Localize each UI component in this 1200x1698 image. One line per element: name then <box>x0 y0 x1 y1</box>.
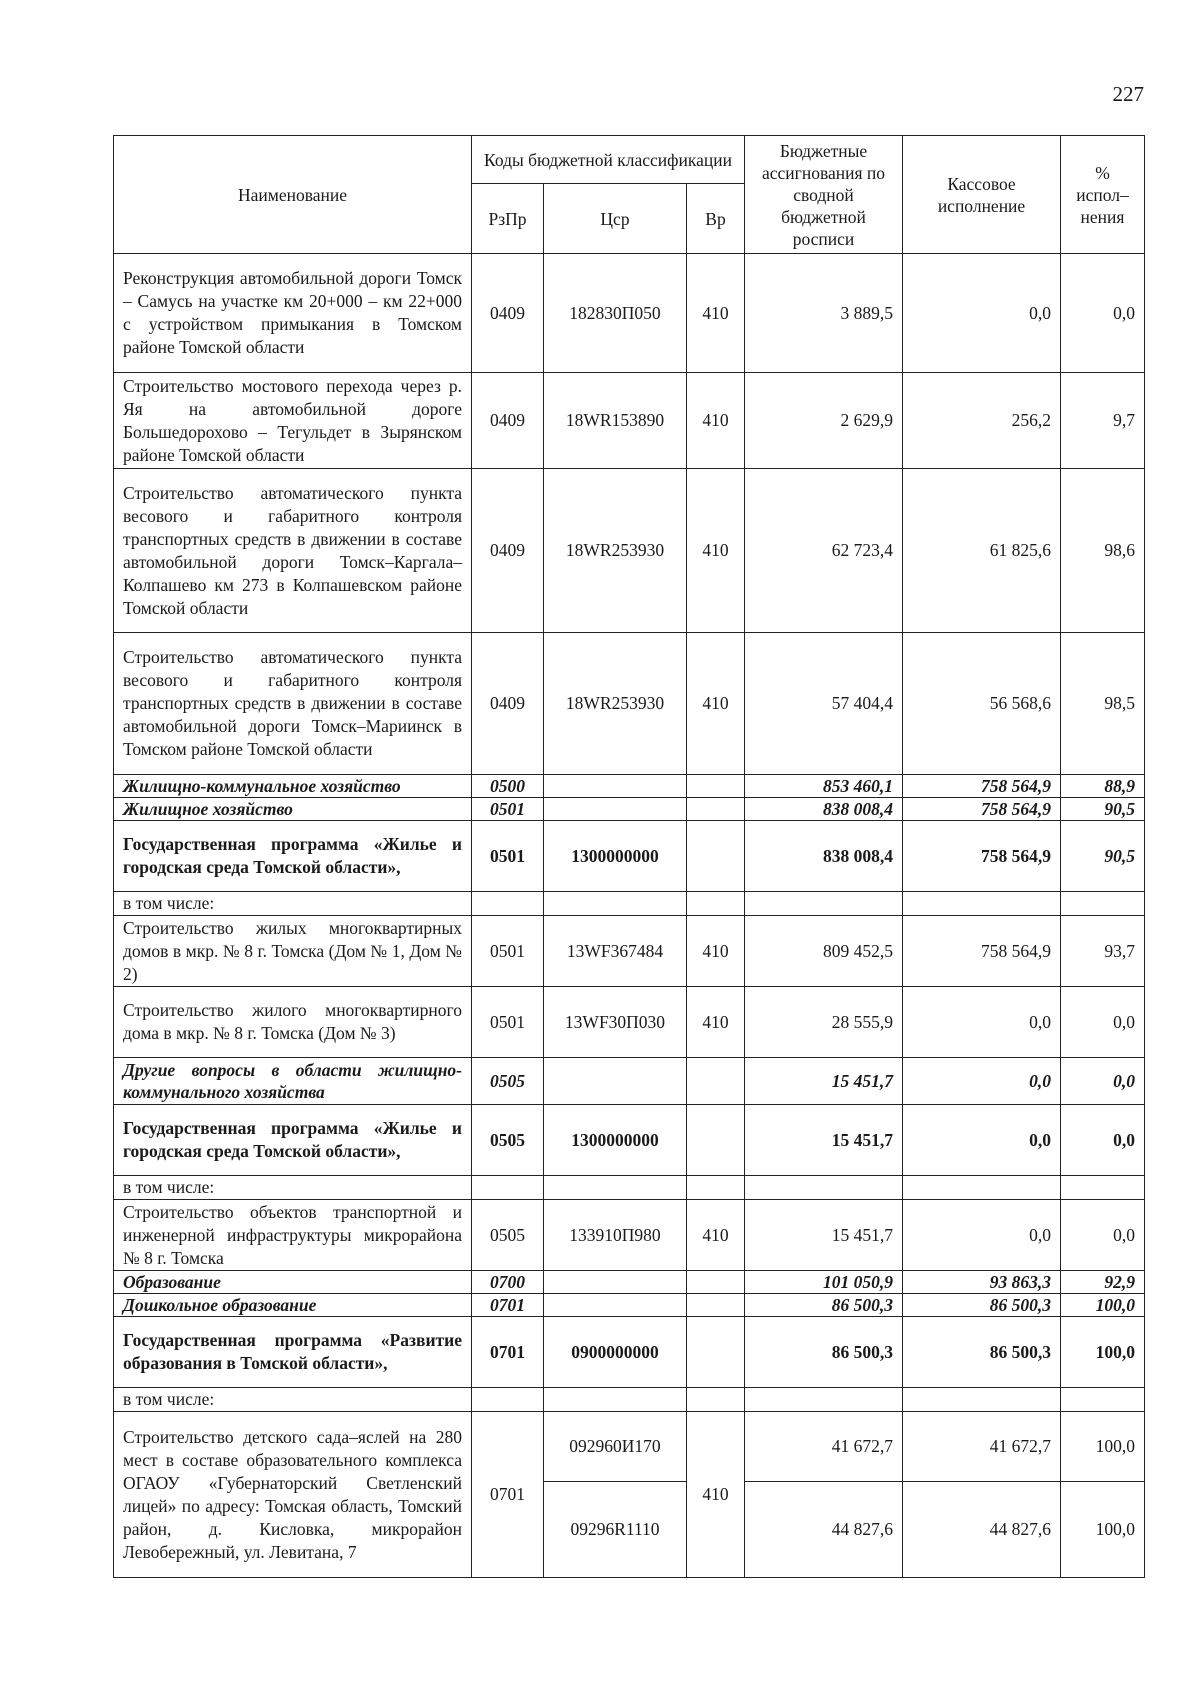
row-vr: 410 <box>687 1412 745 1578</box>
row-budget: 15 451,7 <box>745 1105 903 1176</box>
table-row <box>114 1294 1145 1317</box>
row-tsr <box>544 1058 687 1105</box>
header-razdel: РзПр <box>472 184 544 254</box>
row-name: в том числе: <box>114 1388 472 1412</box>
row-tsr: 09296R1110 <box>544 1482 687 1578</box>
row-budget: 2 629,9 <box>745 373 903 469</box>
row-rzpr: 0701 <box>472 1294 544 1317</box>
row-execution: 0,0 <box>903 1058 1061 1105</box>
budget-table <box>113 135 1145 1578</box>
row-tsr <box>544 1271 687 1294</box>
table-row <box>114 1105 1145 1176</box>
row-vr: 410 <box>687 254 745 373</box>
row-rzpr: 0409 <box>472 633 544 775</box>
row-budget: 62 723,4 <box>745 469 903 633</box>
row-execution: 0,0 <box>903 1105 1061 1176</box>
row-name: Государственная программа «Жилье и городская среда Томской области», <box>114 1105 472 1176</box>
table-row <box>114 1412 1145 1482</box>
row-vr: 410 <box>687 373 745 469</box>
row-name: Жилищное хозяйство <box>114 798 472 821</box>
row-vr: 410 <box>687 469 745 633</box>
row-execution: 0,0 <box>903 254 1061 373</box>
table-header <box>114 136 1145 254</box>
row-name: Жилищно-коммунальное хозяйство <box>114 775 472 798</box>
row-name: Строительство объектов транспортной и инженерной инфраструктуры микрорайона № 8 г. Томска <box>114 1200 472 1271</box>
row-percent: 0,0 <box>1061 1200 1145 1271</box>
row-name: Государственная программа «Развитие образования в Томской области», <box>114 1317 472 1388</box>
row-rzpr: 0700 <box>472 1271 544 1294</box>
row-execution: 86 500,3 <box>903 1317 1061 1388</box>
header-vr: Вр <box>687 184 745 254</box>
header-name: Наименование <box>114 136 472 254</box>
row-percent: 0,0 <box>1061 1105 1145 1176</box>
row-name: Строительство мостового перехода через р. Яя на автомобильной дороге Большедорохово – Тегульдет в Зырянском районе Томской области <box>114 373 472 469</box>
row-tsr: 0900000000 <box>544 1317 687 1388</box>
table-row <box>114 821 1145 892</box>
row-percent: 88,9 <box>1061 775 1145 798</box>
row-percent: 93,7 <box>1061 916 1145 987</box>
row-rzpr: 0409 <box>472 373 544 469</box>
row-rzpr: 0505 <box>472 1105 544 1176</box>
row-name: Образование <box>114 1271 472 1294</box>
row-tsr: 13WF30П030 <box>544 987 687 1058</box>
row-vr: 410 <box>687 987 745 1058</box>
row-execution: 0,0 <box>903 987 1061 1058</box>
row-name: Строительство детского сада–яслей на 280 мест в составе образовательного комплекса ОГАОУ «Губернаторский Светленский лицей» по адресу: Томская область, Томский район, д. Кисловка, микрорайон Левобережный, ул. Левитана, 7 <box>114 1412 472 1578</box>
row-name: Другие вопросы в области жилищно-коммунального хозяйства <box>114 1058 472 1105</box>
row-percent: 9,7 <box>1061 373 1145 469</box>
header-assignments: Бюджетные ассигнования по сводной бюджетной росписи <box>745 136 903 254</box>
row-execution: 86 500,3 <box>903 1294 1061 1317</box>
row-vr <box>687 1294 745 1317</box>
row-budget: 3 889,5 <box>745 254 903 373</box>
row-percent: 98,5 <box>1061 633 1145 775</box>
table-row <box>114 1271 1145 1294</box>
row-rzpr: 0701 <box>472 1317 544 1388</box>
row-budget: 853 460,1 <box>745 775 903 798</box>
row-rzpr: 0409 <box>472 254 544 373</box>
row-percent: 92,9 <box>1061 1271 1145 1294</box>
row-budget: 101 050,9 <box>745 1271 903 1294</box>
row-vr <box>687 1271 745 1294</box>
row-budget: 41 672,7 <box>745 1412 903 1482</box>
table-row <box>114 892 1145 916</box>
table-row <box>114 1317 1145 1388</box>
row-vr <box>687 1105 745 1176</box>
row-execution: 0,0 <box>903 1200 1061 1271</box>
row-name: Строительство автоматического пункта весового и габаритного контроля транспортных средств в движении в составе автомобильной дороги Томск–Мариинск в Томском районе Томской области <box>114 633 472 775</box>
row-execution: 758 564,9 <box>903 821 1061 892</box>
header-percent: % испол–нения <box>1061 136 1145 254</box>
table-row <box>114 987 1145 1058</box>
row-rzpr: 0701 <box>472 1412 544 1578</box>
row-tsr: 092960И170 <box>544 1412 687 1482</box>
row-execution: 758 564,9 <box>903 916 1061 987</box>
page-number: 227 <box>1112 82 1144 106</box>
row-execution: 44 827,6 <box>903 1482 1061 1578</box>
row-percent: 98,6 <box>1061 469 1145 633</box>
row-percent: 0,0 <box>1061 1058 1145 1105</box>
row-execution: 256,2 <box>903 373 1061 469</box>
row-rzpr: 0505 <box>472 1200 544 1271</box>
row-name: Дошкольное образование <box>114 1294 472 1317</box>
row-budget: 57 404,4 <box>745 633 903 775</box>
row-tsr: 1300000000 <box>544 821 687 892</box>
row-name: Строительство жилых многоквартирных домов в мкр. № 8 г. Томска (Дом № 1, Дом № 2) <box>114 916 472 987</box>
row-tsr: 18WR153890 <box>544 373 687 469</box>
row-percent: 0,0 <box>1061 987 1145 1058</box>
row-rzpr: 0501 <box>472 916 544 987</box>
row-name: Строительство жилого многоквартирного дома в мкр. № 8 г. Томска (Дом № 3) <box>114 987 472 1058</box>
header-tsr: Цср <box>544 184 687 254</box>
row-tsr: 1300000000 <box>544 1105 687 1176</box>
row-tsr: 13WF367484 <box>544 916 687 987</box>
row-percent: 100,0 <box>1061 1482 1145 1578</box>
row-budget: 86 500,3 <box>745 1317 903 1388</box>
row-rzpr: 0505 <box>472 1058 544 1105</box>
row-execution: 61 825,6 <box>903 469 1061 633</box>
row-name: Реконструкция автомобильной дороги Томск – Самусь на участке км 20+000 – км 22+000 с устройством примыкания в Томском районе Томской области <box>114 254 472 373</box>
row-vr: 410 <box>687 1200 745 1271</box>
row-vr <box>687 1317 745 1388</box>
row-name: в том числе: <box>114 892 472 916</box>
table-row <box>114 469 1145 633</box>
row-tsr <box>544 775 687 798</box>
row-execution: 41 672,7 <box>903 1412 1061 1482</box>
row-budget: 809 452,5 <box>745 916 903 987</box>
table-row <box>114 254 1145 373</box>
row-tsr: 182830П050 <box>544 254 687 373</box>
row-budget: 86 500,3 <box>745 1294 903 1317</box>
row-execution: 93 863,3 <box>903 1271 1061 1294</box>
header-execution: Кассовое исполнение <box>903 136 1061 254</box>
row-vr: 410 <box>687 633 745 775</box>
row-name: в том числе: <box>114 1176 472 1200</box>
header-codes-group: Коды бюджетной классификации <box>472 136 745 184</box>
row-vr <box>687 775 745 798</box>
table-row <box>114 1200 1145 1271</box>
table-row <box>114 916 1145 987</box>
row-budget: 15 451,7 <box>745 1200 903 1271</box>
row-tsr <box>544 1294 687 1317</box>
table-row <box>114 633 1145 775</box>
row-budget: 28 555,9 <box>745 987 903 1058</box>
row-tsr: 133910П980 <box>544 1200 687 1271</box>
row-vr <box>687 798 745 821</box>
row-rzpr: 0500 <box>472 775 544 798</box>
row-percent: 100,0 <box>1061 1412 1145 1482</box>
row-budget: 838 008,4 <box>745 798 903 821</box>
row-vr <box>687 821 745 892</box>
row-budget: 15 451,7 <box>745 1058 903 1105</box>
row-rzpr: 0409 <box>472 469 544 633</box>
row-percent: 100,0 <box>1061 1317 1145 1388</box>
row-percent: 90,5 <box>1061 821 1145 892</box>
row-execution: 56 568,6 <box>903 633 1061 775</box>
row-name: Строительство автоматического пункта весового и габаритного контроля транспортных средств в движении в составе автомобильной дороги Томск–Каргала–Колпашево км 273 в Колпашевском районе Томской области <box>114 469 472 633</box>
row-tsr <box>544 798 687 821</box>
row-tsr: 18WR253930 <box>544 633 687 775</box>
row-execution: 758 564,9 <box>903 798 1061 821</box>
row-budget: 838 008,4 <box>745 821 903 892</box>
row-name: Государственная программа «Жилье и городская среда Томской области», <box>114 821 472 892</box>
row-tsr: 18WR253930 <box>544 469 687 633</box>
row-rzpr: 0501 <box>472 987 544 1058</box>
row-budget: 44 827,6 <box>745 1482 903 1578</box>
row-percent: 0,0 <box>1061 254 1145 373</box>
table-row <box>114 1388 1145 1412</box>
table-row <box>114 373 1145 469</box>
row-vr: 410 <box>687 916 745 987</box>
row-rzpr: 0501 <box>472 798 544 821</box>
table-row <box>114 775 1145 798</box>
row-vr <box>687 1058 745 1105</box>
row-percent: 90,5 <box>1061 798 1145 821</box>
row-percent: 100,0 <box>1061 1294 1145 1317</box>
table-row <box>114 1176 1145 1200</box>
row-rzpr: 0501 <box>472 821 544 892</box>
row-execution: 758 564,9 <box>903 775 1061 798</box>
table-row <box>114 798 1145 821</box>
table-row <box>114 1058 1145 1105</box>
